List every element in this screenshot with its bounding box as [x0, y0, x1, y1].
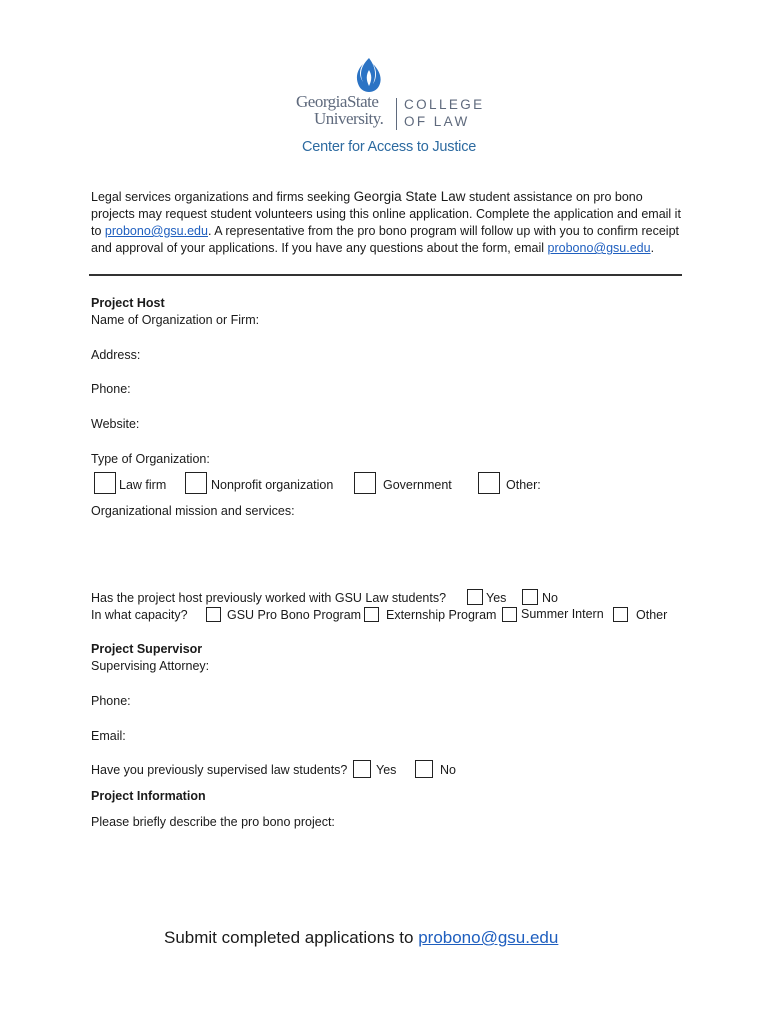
capacity-pro-bono-label: GSU Pro Bono Program — [227, 608, 362, 622]
header-divider — [89, 274, 682, 276]
capacity-pro-bono-checkbox[interactable] — [206, 607, 221, 622]
capacity-other-checkbox[interactable] — [613, 607, 628, 622]
prev-worked-question: Has the project host previously worked with GSU Law students? — [91, 591, 447, 605]
logo-center-name: Center for Access to Justice — [302, 139, 477, 155]
prev-worked-yes-checkbox[interactable] — [467, 589, 483, 605]
host-phone-label: Phone: — [91, 382, 131, 396]
logo-georgia-state: GeorgiaState — [296, 92, 379, 111]
intro-gsl: Georgia State Law — [353, 189, 466, 204]
submit-email-link[interactable]: probono@gsu.edu — [418, 928, 559, 947]
type-government-checkbox[interactable] — [354, 472, 376, 494]
supervised-yes-label: Yes — [376, 763, 397, 777]
type-nonprofit-label: Nonprofit organization — [211, 478, 334, 492]
type-other-checkbox[interactable] — [478, 472, 500, 494]
address-label: Address: — [91, 348, 141, 362]
flame-logo-icon — [349, 56, 389, 96]
prev-worked-yes-label: Yes — [486, 591, 507, 605]
submit-text: Submit completed applications to — [164, 928, 419, 947]
supervisor-phone-label: Phone: — [91, 694, 131, 708]
type-government-label: Government — [383, 478, 452, 492]
intro-text-2: student assistance on pro bono projects may request student volunteers using this online application. Complete the application and email it to — [91, 190, 681, 238]
intro-email-link-2[interactable]: probono@gsu.edu — [547, 241, 651, 255]
supervisor-email-label: Email: — [91, 729, 126, 743]
logo-university: University. — [314, 109, 384, 128]
describe-project-label: Please briefly describe the pro bono project: — [91, 815, 335, 829]
project-info-heading: Project Information — [91, 789, 206, 803]
intro-email-link-1[interactable]: probono@gsu.edu — [104, 224, 208, 238]
intro-text-3: . A representative from the pro bono program will follow up with you to confirm receipt and approval of your applications. If you have any questions about the form, email — [91, 224, 680, 255]
capacity-question: In what capacity? — [91, 608, 188, 622]
intro-paragraph — [91, 188, 681, 257]
supervised-no-label: No — [440, 763, 456, 777]
type-law-firm-label: Law firm — [119, 478, 167, 492]
supervised-question: Have you previously supervised law students? — [91, 763, 348, 777]
intro-text-1: Legal services organizations and firms seeking — [91, 190, 354, 204]
capacity-externship-checkbox[interactable] — [364, 607, 379, 622]
intro-text-4: . — [650, 241, 655, 255]
type-law-firm-checkbox[interactable] — [94, 472, 116, 494]
website-label: Website: — [91, 417, 140, 431]
submit-instructions — [164, 928, 558, 948]
capacity-other-label: Other — [636, 608, 668, 622]
org-type-label: Type of Organization: — [91, 452, 210, 466]
project-host-heading: Project Host — [91, 296, 165, 310]
supervising-attorney-label: Supervising Attorney: — [91, 659, 210, 673]
logo-of-law: OF LAW — [404, 114, 470, 129]
logo — [296, 56, 486, 160]
capacity-summer-intern-checkbox[interactable] — [502, 607, 517, 622]
logo-divider — [396, 98, 397, 130]
type-other-label: Other: — [506, 478, 541, 492]
logo-college: COLLEGE — [404, 97, 485, 112]
project-supervisor-heading: Project Supervisor — [91, 642, 203, 656]
mission-label: Organizational mission and services: — [91, 504, 295, 518]
type-nonprofit-checkbox[interactable] — [185, 472, 207, 494]
org-name-label: Name of Organization or Firm: — [91, 313, 260, 327]
prev-worked-no-checkbox[interactable] — [522, 589, 538, 605]
capacity-externship-label: Externship Program — [386, 608, 497, 622]
capacity-summer-intern-label: Summer Intern — [521, 607, 604, 621]
supervised-no-checkbox[interactable] — [415, 760, 433, 778]
supervised-yes-checkbox[interactable] — [353, 760, 371, 778]
prev-worked-no-label: No — [542, 591, 558, 605]
